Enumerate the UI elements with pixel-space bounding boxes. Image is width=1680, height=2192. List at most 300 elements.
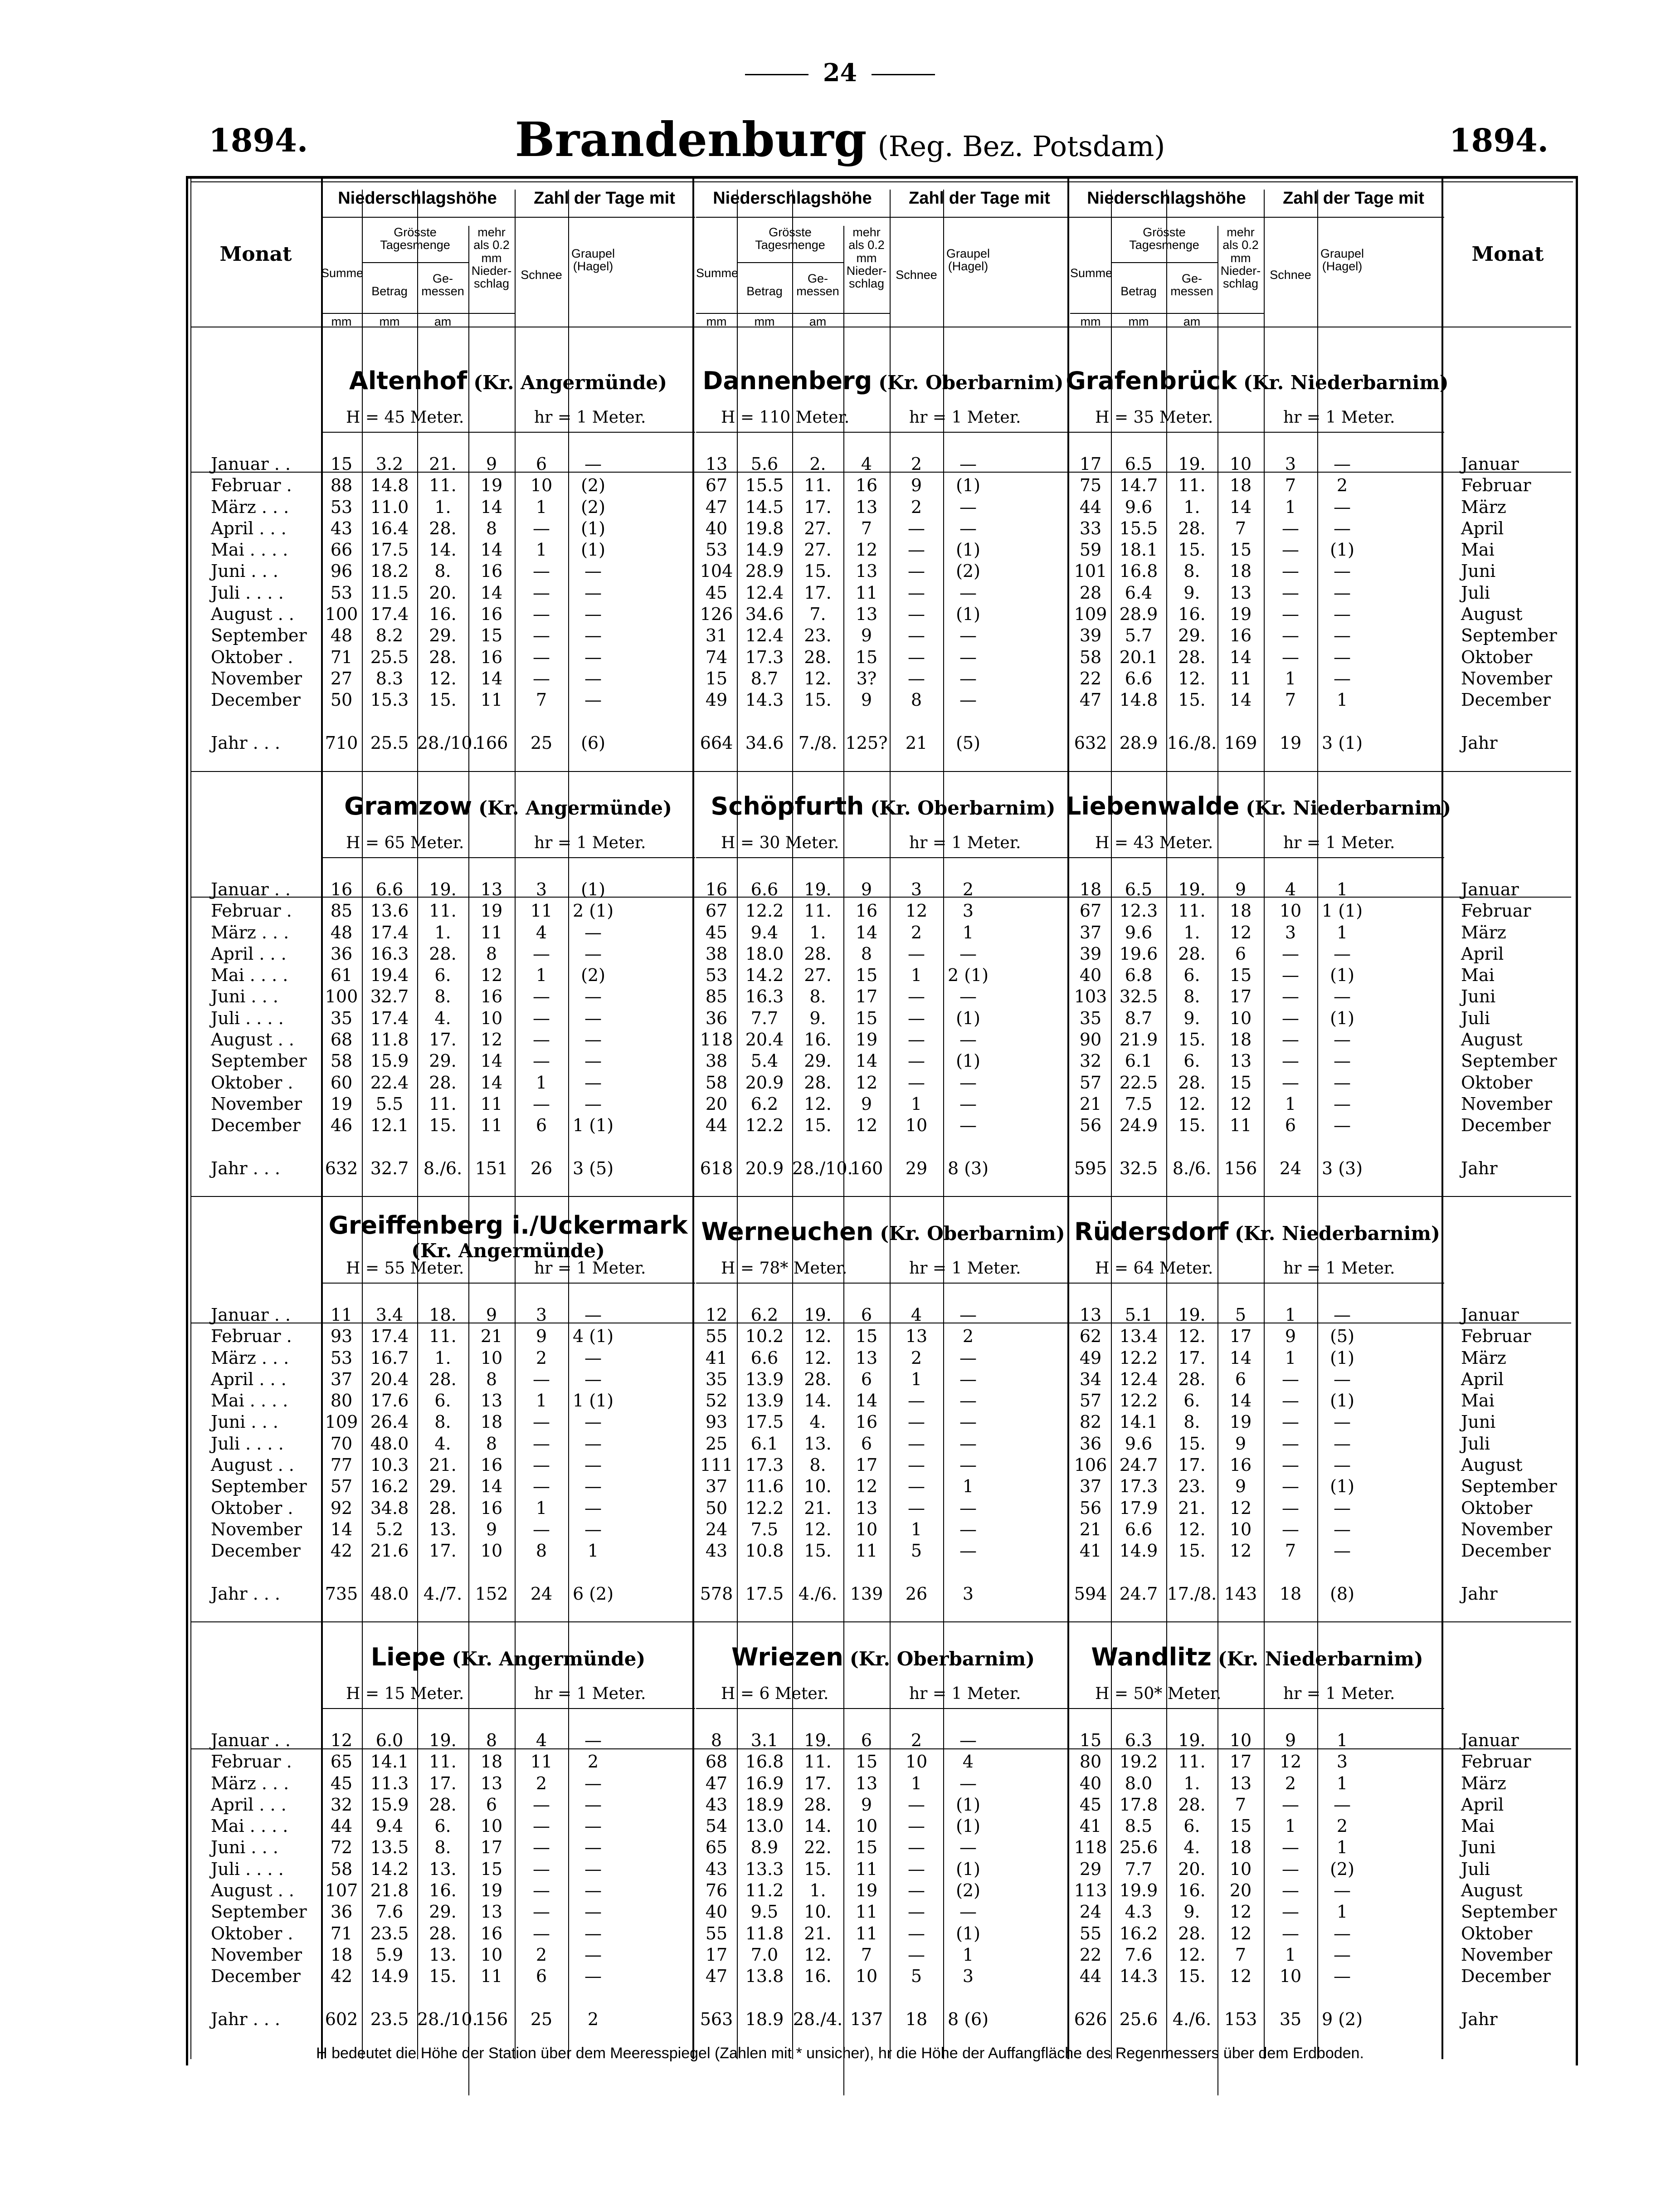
table-cell: — bbox=[908, 986, 925, 1007]
jahr-cell: 28.9 bbox=[1119, 732, 1158, 753]
station-gauge-height: hr = 1 Meter. bbox=[909, 1684, 1021, 1703]
table-cell: — bbox=[1334, 1541, 1351, 1561]
month-label: December bbox=[211, 690, 301, 710]
station-name bbox=[1066, 1643, 1449, 1671]
table-cell: 55 bbox=[705, 1923, 728, 1943]
page-number: 24 bbox=[0, 58, 1680, 87]
table-cell: 12. bbox=[804, 668, 832, 688]
table-cell: 35 bbox=[330, 1008, 353, 1028]
header-monat-left: Monat bbox=[219, 243, 292, 266]
table-cell: 16.2 bbox=[370, 1476, 409, 1497]
table-cell: 39 bbox=[1079, 625, 1102, 646]
table-cell: 11.8 bbox=[370, 1030, 409, 1050]
table-cell: 16 bbox=[855, 475, 878, 496]
data-column bbox=[843, 879, 890, 1137]
table-cell: 32.7 bbox=[370, 986, 409, 1007]
table-cell: 6 bbox=[536, 1115, 547, 1136]
jahr-cell: 32.5 bbox=[1119, 1158, 1158, 1178]
table-cell: 6. bbox=[434, 1816, 451, 1836]
data-column bbox=[943, 1304, 993, 1562]
month-label: Februar bbox=[1461, 475, 1531, 496]
table-cell: 7.0 bbox=[750, 1944, 779, 1965]
table-cell: 12 bbox=[905, 901, 928, 921]
table-cell: 9 bbox=[1235, 1433, 1247, 1454]
table-cell: — bbox=[959, 1433, 977, 1454]
data-column bbox=[696, 454, 737, 711]
month-label: April . . . bbox=[211, 518, 287, 538]
table-cell: 1 bbox=[1285, 1944, 1296, 1965]
table-cell: 9 bbox=[861, 879, 872, 899]
table-cell: 13. bbox=[429, 1859, 457, 1879]
table-cell: 1 (1) bbox=[1321, 901, 1363, 921]
data-column bbox=[568, 879, 618, 1137]
table-cell: — bbox=[908, 1944, 925, 1965]
data-column bbox=[1070, 1730, 1111, 1987]
table-cell: 27. bbox=[804, 540, 832, 560]
station-height: H = 43 Meter. bbox=[1095, 834, 1213, 852]
table-cell: — bbox=[908, 1455, 925, 1475]
table-cell: 41 bbox=[1079, 1541, 1102, 1561]
table-cell: 7.5 bbox=[1125, 1094, 1153, 1114]
table-cell: — bbox=[1334, 647, 1351, 667]
month-label: Oktober bbox=[1461, 1498, 1533, 1518]
jahr-cell: 710 bbox=[325, 732, 358, 753]
table-cell: 12 bbox=[1229, 1902, 1252, 1922]
station-kreis: (Kr. Oberbarnim) bbox=[849, 1648, 1035, 1670]
table-cell: 39 bbox=[1079, 943, 1102, 964]
table-cell: — bbox=[584, 1944, 602, 1965]
table-cell: 6. bbox=[1183, 1051, 1200, 1071]
table-cell: 1 bbox=[1336, 1902, 1348, 1922]
table-cell: 5.1 bbox=[1125, 1305, 1153, 1325]
data-column bbox=[321, 879, 362, 1137]
table-cell: 8. bbox=[434, 561, 451, 581]
data-column bbox=[515, 1730, 568, 1987]
table-cell: 12. bbox=[1178, 668, 1206, 688]
data-column bbox=[362, 879, 417, 1137]
table-cell: 92 bbox=[330, 1498, 353, 1518]
table-cell: 15. bbox=[804, 690, 832, 710]
data-column bbox=[1217, 879, 1264, 1137]
table-cell: 21.9 bbox=[1119, 1030, 1158, 1050]
table-cell: 9 bbox=[861, 625, 872, 646]
table-cell: 44 bbox=[1079, 1966, 1102, 1987]
table-cell: 1 bbox=[1336, 1773, 1348, 1793]
table-cell: 19 bbox=[330, 1094, 353, 1114]
table-cell: 20 bbox=[1229, 1880, 1252, 1901]
table-cell: — bbox=[908, 943, 925, 964]
jahr-cell: 28./10. bbox=[417, 2009, 478, 2029]
month-label: November bbox=[211, 1944, 302, 1965]
table-cell: 17 bbox=[1079, 454, 1102, 474]
jahr-cell: 4./6. bbox=[798, 1583, 838, 1604]
table-cell: 12. bbox=[429, 668, 457, 688]
table-cell: — bbox=[584, 1094, 602, 1114]
table-cell: 17 bbox=[1229, 1326, 1252, 1347]
table-cell: — bbox=[959, 1094, 977, 1114]
table-cell: — bbox=[1334, 1369, 1351, 1389]
table-cell: 28. bbox=[1178, 1794, 1206, 1815]
table-cell: 2 bbox=[536, 1347, 547, 1368]
data-column bbox=[696, 1730, 737, 1987]
header-unit-mm: mm bbox=[1080, 315, 1101, 328]
data-column bbox=[843, 454, 890, 711]
table-cell: 10 bbox=[1229, 1730, 1252, 1750]
jahr-cell: 152 bbox=[475, 1583, 508, 1604]
table-cell: (1) bbox=[956, 1859, 980, 1879]
table-cell: — bbox=[533, 1859, 550, 1879]
table-cell: 20.9 bbox=[745, 1072, 784, 1093]
table-cell: 19 bbox=[480, 475, 503, 496]
table-cell: 5.2 bbox=[375, 1519, 404, 1539]
table-cell: 10 bbox=[480, 1816, 503, 1836]
month-label: November bbox=[1461, 1094, 1553, 1114]
table-cell: 1 bbox=[1285, 668, 1296, 688]
table-cell: 18 bbox=[480, 1752, 503, 1772]
table-cell: 7 bbox=[1285, 475, 1296, 496]
table-cell: 1 bbox=[1336, 922, 1348, 942]
header-unit-am: am bbox=[809, 315, 827, 328]
table-cell: 3 bbox=[911, 879, 922, 899]
station-gauge-height: hr = 1 Meter. bbox=[534, 1684, 646, 1703]
station-gauge-height: hr = 1 Meter. bbox=[1283, 834, 1395, 852]
table-cell: — bbox=[1282, 1072, 1299, 1093]
table-cell: 17.4 bbox=[370, 604, 409, 625]
month-label: Oktober . bbox=[211, 647, 293, 667]
page-title: Brandenburg bbox=[515, 112, 867, 167]
jahr-cell: 169 bbox=[1224, 732, 1257, 753]
table-cell: 12 bbox=[1229, 1498, 1252, 1518]
data-column bbox=[1217, 454, 1264, 711]
table-cell: (1) bbox=[956, 1051, 980, 1071]
table-cell: 16 bbox=[480, 1923, 503, 1943]
table-cell: 3 bbox=[1336, 1752, 1348, 1772]
table-cell: 1 bbox=[536, 1391, 547, 1411]
table-cell: 1 bbox=[536, 497, 547, 517]
table-cell: 12. bbox=[1178, 1094, 1206, 1114]
table-cell: 25.6 bbox=[1119, 1837, 1158, 1858]
table-cell: 28. bbox=[429, 1369, 457, 1389]
header-unit-mm: mm bbox=[331, 315, 352, 328]
month-label: November bbox=[211, 1519, 302, 1539]
header-gemessen: Ge- messen bbox=[421, 272, 464, 298]
table-cell: 5.4 bbox=[750, 1051, 779, 1071]
table-cell: 6.6 bbox=[1125, 1519, 1153, 1539]
table-cell: 12. bbox=[1178, 1519, 1206, 1539]
table-cell: — bbox=[1282, 1859, 1299, 1879]
station-rule bbox=[696, 432, 1070, 433]
table-cell: 1 bbox=[1336, 879, 1348, 899]
table-cell: — bbox=[533, 1794, 550, 1815]
header-groesste: Grösste Tagesmenge bbox=[1129, 225, 1199, 252]
data-column bbox=[890, 879, 943, 1137]
month-label: September bbox=[211, 1476, 307, 1497]
table-cell: 24.7 bbox=[1119, 1455, 1158, 1475]
table-cell: 1 bbox=[911, 1773, 922, 1793]
table-cell: 18.1 bbox=[1119, 540, 1158, 560]
table-cell: — bbox=[1334, 1794, 1351, 1815]
year-left: 1894. bbox=[209, 122, 308, 159]
table-cell: 2 bbox=[536, 1944, 547, 1965]
table-cell: 36 bbox=[330, 943, 353, 964]
table-cell: — bbox=[959, 1391, 977, 1411]
header-mehr-als: mehr als 0.2 mm Nieder- schlag bbox=[846, 225, 887, 291]
table-cell: 15. bbox=[804, 1115, 832, 1136]
table-cell: 12 bbox=[330, 1730, 353, 1750]
table-cell: 14.5 bbox=[745, 497, 784, 517]
table-cell: 1 bbox=[962, 1476, 974, 1497]
table-cell: 45 bbox=[705, 922, 728, 942]
table-cell: 38 bbox=[705, 943, 728, 964]
table-cell: 53 bbox=[330, 497, 353, 517]
table-cell: 15 bbox=[480, 625, 503, 646]
table-cell: 10 bbox=[530, 475, 553, 496]
jahr-cell: 595 bbox=[1074, 1158, 1107, 1178]
jahr-cell: 28./10. bbox=[417, 732, 478, 753]
table-cell: 6 bbox=[861, 1305, 872, 1325]
jahr-cell: 25 bbox=[530, 732, 553, 753]
station-rule bbox=[1070, 432, 1444, 433]
table-cell: 17. bbox=[804, 582, 832, 603]
jahr-cell: 28./4. bbox=[793, 2009, 843, 2029]
table-cell: 14 bbox=[1229, 1391, 1252, 1411]
table-cell: 9 bbox=[911, 475, 922, 496]
data-column bbox=[792, 454, 843, 711]
table-cell: 11. bbox=[804, 475, 832, 496]
month-label: Mai . . . . bbox=[211, 1816, 288, 1836]
table-cell: 17.4 bbox=[370, 922, 409, 942]
header-zahl-der-tage: Zahl der Tage mit bbox=[1283, 189, 1424, 208]
data-column bbox=[696, 879, 737, 1137]
table-cell: — bbox=[908, 625, 925, 646]
table-cell: 17.3 bbox=[745, 647, 784, 667]
data-column bbox=[843, 1304, 890, 1562]
table-cell: 65 bbox=[705, 1837, 728, 1858]
station-title: Wandlitz bbox=[1091, 1643, 1212, 1671]
table-cell: 28. bbox=[429, 943, 457, 964]
table-cell: (1) bbox=[956, 475, 980, 496]
table-cell: 7 bbox=[861, 518, 872, 538]
table-cell: 68 bbox=[330, 1030, 353, 1050]
table-cell: 17 bbox=[480, 1837, 503, 1858]
table-cell: — bbox=[1282, 1455, 1299, 1475]
table-cell: 80 bbox=[330, 1391, 353, 1411]
jahr-cell: 17.5 bbox=[745, 1583, 784, 1604]
station-name bbox=[691, 1217, 1075, 1246]
table-cell: (1) bbox=[1330, 1347, 1354, 1368]
month-label: Oktober . bbox=[211, 1923, 293, 1943]
table-cell: — bbox=[959, 1412, 977, 1432]
header-groesste: Grösste Tagesmenge bbox=[755, 225, 825, 252]
table-cell: 61 bbox=[330, 965, 353, 986]
table-cell: 16. bbox=[1178, 604, 1206, 625]
table-cell: 11 bbox=[1229, 668, 1252, 688]
table-cell: 5.6 bbox=[750, 454, 779, 474]
table-cell: 17.4 bbox=[370, 1008, 409, 1028]
table-cell: 28. bbox=[429, 1794, 457, 1815]
month-labels-left bbox=[211, 1304, 307, 1562]
header-subrule bbox=[1111, 262, 1217, 263]
table-cell: — bbox=[584, 1412, 602, 1432]
table-cell: 6 bbox=[1285, 1115, 1296, 1136]
table-cell: 29. bbox=[429, 625, 457, 646]
month-label: August bbox=[1461, 1880, 1523, 1901]
table-cell: 5 bbox=[911, 1541, 922, 1561]
table-cell: 18 bbox=[1229, 1030, 1252, 1050]
table-cell: — bbox=[908, 1837, 925, 1858]
table-cell: — bbox=[533, 1923, 550, 1943]
table-cell: 16. bbox=[429, 1880, 457, 1901]
table-cell: 3.2 bbox=[375, 454, 404, 474]
table-cell: — bbox=[908, 668, 925, 688]
table-cell: 13.8 bbox=[745, 1966, 784, 1987]
table-cell: — bbox=[1282, 965, 1299, 986]
station-kreis: (Kr. Niederbarnim) bbox=[1235, 1222, 1440, 1245]
table-cell: 14 bbox=[1229, 1347, 1252, 1368]
table-cell: 15 bbox=[855, 965, 878, 986]
table-cell: 33 bbox=[1079, 518, 1102, 538]
table-cell: 31 bbox=[705, 625, 728, 646]
month-labels-right bbox=[1461, 879, 1557, 1137]
table-cell: 15. bbox=[1178, 690, 1206, 710]
table-cell: 6. bbox=[1183, 1391, 1200, 1411]
jahr-cell: (5) bbox=[956, 732, 980, 753]
table-cell: — bbox=[959, 1541, 977, 1561]
station-title: Greiffenberg i./Uckermark bbox=[328, 1211, 688, 1240]
month-label: April . . . bbox=[211, 1369, 287, 1389]
table-cell: — bbox=[908, 518, 925, 538]
table-cell: — bbox=[959, 1498, 977, 1518]
data-column bbox=[468, 879, 515, 1137]
table-cell: 28. bbox=[804, 1794, 832, 1815]
jahr-cell: 34.6 bbox=[745, 732, 784, 753]
jahr-cell: (6) bbox=[581, 732, 605, 753]
table-cell: 36 bbox=[705, 1008, 728, 1028]
table-cell: 12. bbox=[1178, 1326, 1206, 1347]
table-cell: 15. bbox=[1178, 1115, 1206, 1136]
jahr-cell: 4./6. bbox=[1172, 2009, 1212, 2029]
table-cell: 10 bbox=[480, 1008, 503, 1028]
table-cell: — bbox=[533, 1519, 550, 1539]
table-cell: (1) bbox=[956, 1794, 980, 1815]
table-cell: — bbox=[584, 1072, 602, 1093]
month-label: Juli bbox=[1461, 1859, 1490, 1879]
month-label: Juli . . . . bbox=[211, 1433, 284, 1454]
table-cell: — bbox=[959, 1837, 977, 1858]
table-cell: (2) bbox=[581, 965, 605, 986]
table-cell: 2 bbox=[962, 1326, 974, 1347]
table-cell: 16. bbox=[804, 1966, 832, 1987]
table-cell: 16 bbox=[480, 986, 503, 1007]
data-column bbox=[1217, 1304, 1264, 1562]
jahr-cell: 156 bbox=[475, 2009, 508, 2029]
table-cell: — bbox=[533, 943, 550, 964]
table-cell: 11. bbox=[804, 901, 832, 921]
table-cell: 58 bbox=[330, 1859, 353, 1879]
data-column bbox=[792, 879, 843, 1137]
table-cell: — bbox=[584, 668, 602, 688]
month-label: August bbox=[1461, 1030, 1523, 1050]
table-cell: 13. bbox=[429, 1519, 457, 1539]
table-cell: 15 bbox=[1229, 965, 1252, 986]
table-cell: — bbox=[1282, 1902, 1299, 1922]
table-cell: (1) bbox=[1330, 540, 1354, 560]
header-betrag: Betrag bbox=[1120, 284, 1157, 298]
month-label: Juli bbox=[1461, 1008, 1490, 1028]
table-cell: 26.4 bbox=[370, 1412, 409, 1432]
month-label: Juni . . . bbox=[211, 986, 278, 1007]
month-label: Februar bbox=[1461, 1752, 1531, 1772]
table-cell: 103 bbox=[1074, 986, 1107, 1007]
data-column bbox=[568, 1730, 618, 1987]
station-title: Werneuchen bbox=[701, 1217, 874, 1246]
page-heading bbox=[0, 112, 1680, 167]
table-cell: (1) bbox=[956, 1008, 980, 1028]
station-name bbox=[691, 792, 1075, 820]
data-column bbox=[943, 879, 993, 1137]
table-cell: — bbox=[584, 1966, 602, 1987]
table-cell: 1 bbox=[962, 1944, 974, 1965]
table-cell: 6.6 bbox=[375, 879, 404, 899]
table-cell: — bbox=[959, 582, 977, 603]
data-column bbox=[417, 1304, 468, 1562]
table-cell: 6 bbox=[536, 1966, 547, 1987]
header-unit-mm: mm bbox=[1128, 315, 1149, 328]
table-cell: 37 bbox=[705, 1476, 728, 1497]
table-cell: 14 bbox=[855, 1051, 878, 1071]
table-cell: — bbox=[1282, 1498, 1299, 1518]
table-cell: 18 bbox=[1079, 879, 1102, 899]
table-cell: 9 bbox=[486, 1519, 497, 1539]
table-cell: 13 bbox=[1079, 1305, 1102, 1325]
table-cell: 7 bbox=[1285, 690, 1296, 710]
table-cell: 47 bbox=[705, 1966, 728, 1987]
header-zahl-der-tage: Zahl der Tage mit bbox=[909, 189, 1050, 208]
table-cell: 13.6 bbox=[370, 901, 409, 921]
table-cell: — bbox=[908, 1816, 925, 1836]
month-label: December bbox=[1461, 1966, 1551, 1987]
table-cell: 14 bbox=[480, 1051, 503, 1071]
table-cell: 15 bbox=[855, 1752, 878, 1772]
table-cell: 2 bbox=[911, 1347, 922, 1368]
table-cell: — bbox=[584, 1923, 602, 1943]
table-cell: 8. bbox=[1183, 561, 1200, 581]
jahr-cell: 24.7 bbox=[1119, 1583, 1158, 1604]
header-rule bbox=[321, 217, 695, 218]
month-label: März . . . bbox=[211, 1773, 289, 1793]
table-cell: — bbox=[584, 1519, 602, 1539]
data-column bbox=[1166, 1730, 1217, 1987]
month-label: Juni bbox=[1461, 986, 1496, 1007]
table-cell: 9 bbox=[1235, 1476, 1247, 1497]
table-cell: 58 bbox=[1079, 647, 1102, 667]
table-cell: 22. bbox=[804, 1837, 832, 1858]
table-cell: 2 bbox=[587, 1752, 599, 1772]
month-label: Januar bbox=[1461, 454, 1519, 474]
table-cell: 11 bbox=[855, 1923, 878, 1943]
table-cell: 8.2 bbox=[375, 625, 404, 646]
table-cell: 1. bbox=[1183, 1773, 1200, 1793]
jahr-cell: 4./7. bbox=[423, 1583, 463, 1604]
table-cell: 15 bbox=[705, 668, 728, 688]
month-label: Mai bbox=[1461, 1391, 1495, 1411]
header-niederschlagshoehe: Niederschlagshöhe bbox=[1087, 189, 1246, 208]
table-cell: — bbox=[584, 1051, 602, 1071]
data-column bbox=[362, 454, 417, 711]
table-cell: 9 bbox=[861, 1794, 872, 1815]
table-cell: — bbox=[584, 1008, 602, 1028]
table-cell: 16 bbox=[480, 1498, 503, 1518]
